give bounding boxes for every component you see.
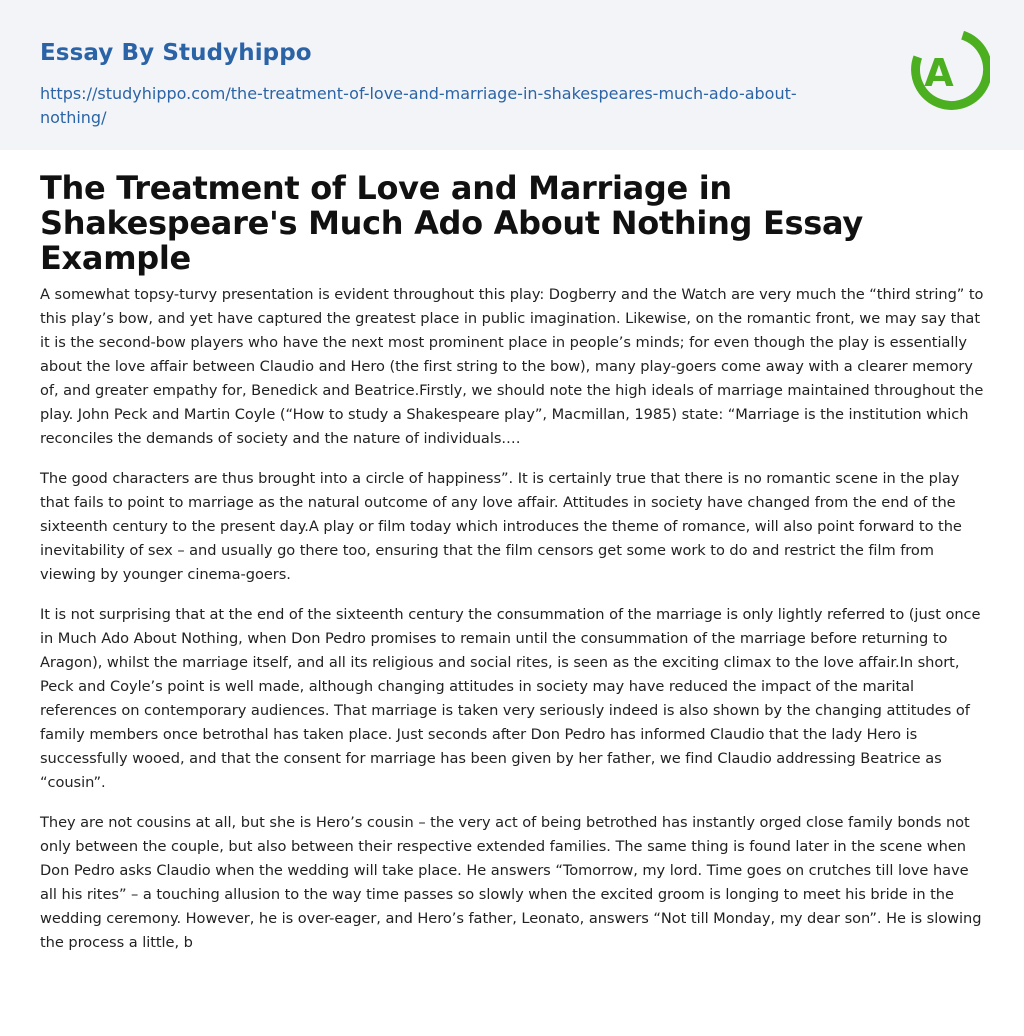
essay-title: The Treatment of Love and Marriage in Shakespeare's Much Ado About Nothing Essay Example bbox=[40, 169, 863, 277]
essay-paragraph: It is not surprising that at the end of the sixteenth century the consummation of the marriage is only lightly referred to (just once in Much Ado About Nothing, when Don Pedro promises to remain until the consummation of the marriage before returning to Aragon), whilst the marriage itself, and all its religious and social rites, is seen as the exciting climax to the love affair.In short, Peck and Coyle’s point is well made, although changing attitudes in society may have reduced the impact of the marital references on contemporary audiences. That marriage is taken very seriously indeed is also shown by the changing attitudes of family members once betrothal has taken place. Just seconds after Don Pedro has informed Claudio that the lady Hero is successfully wooed, and that the consent for marriage has been given by her father, we find Claudio addressing Beatrice as “cousin”. bbox=[40, 606, 981, 791]
logo-letter: A bbox=[924, 51, 954, 95]
essay-paragraph: The good characters are thus brought into a circle of happiness”. It is certainly true that there is no romantic scene in the play that fails to point to marriage as the natural outcome of any love affair. Attitudes in society have changed from the end of the sixteenth century to the present day.A play or film today which introduces the theme of romance, will also point forward to the inevitability of sex – and usually go there too, ensuring that the film censors get some work to do and restrict the film from viewing by younger cinema-goers. bbox=[40, 470, 962, 583]
studyhippo-logo-icon[interactable] bbox=[910, 28, 990, 118]
site-brand[interactable]: Essay By Studyhippo bbox=[40, 40, 312, 66]
essay-paragraph: A somewhat topsy-turvy presentation is evident throughout this play: Dogberry and the Watch are very much the “third string” to this play’s bow, and yet have captured the greatest place in public imagination. Likewise, on the romantic front, we may say that it is the second-bow players who have the next most prominent place in people’s minds; for even though the play is essentially about the love affair between Claudio and Hero (the first string to the bow), many play-goers come away with a clearer memory of, and greater empathy for, Benedick and Beatrice.Firstly, we should note the high ideals of marriage maintained throughout the play. John Peck and Martin Coyle (“How to study a Shakespeare play”, Macmillan, 1985) state: “Marriage is the institution which reconciles the demands of society and the nature of individuals.… bbox=[40, 286, 984, 447]
source-url-link[interactable]: https://studyhippo.com/the-treatment-of-love-and-marriage-in-shakespeares-much-ado-about-nothing/ bbox=[40, 84, 797, 127]
essay-paragraph: They are not cousins at all, but she is Hero’s cousin – the very act of being betrothed has instantly orged close family bonds not only between the couple, but also between their respective extended families. The same thing is found later in the scene when Don Pedro asks Claudio when the wedding will take place. He answers “Tomorrow, my lord. Time goes on crutches till love have all his rites” – a touching allusion to the way time passes so slowly when the excited groom is longing to meet his bride in the wedding ceremony. However, he is over-eager, and Hero’s father, Leonato, answers “Not till Monday, my dear son”. He is slowing the process a little, b bbox=[40, 814, 982, 951]
essay-body bbox=[40, 283, 988, 971]
page-header bbox=[0, 0, 1024, 150]
